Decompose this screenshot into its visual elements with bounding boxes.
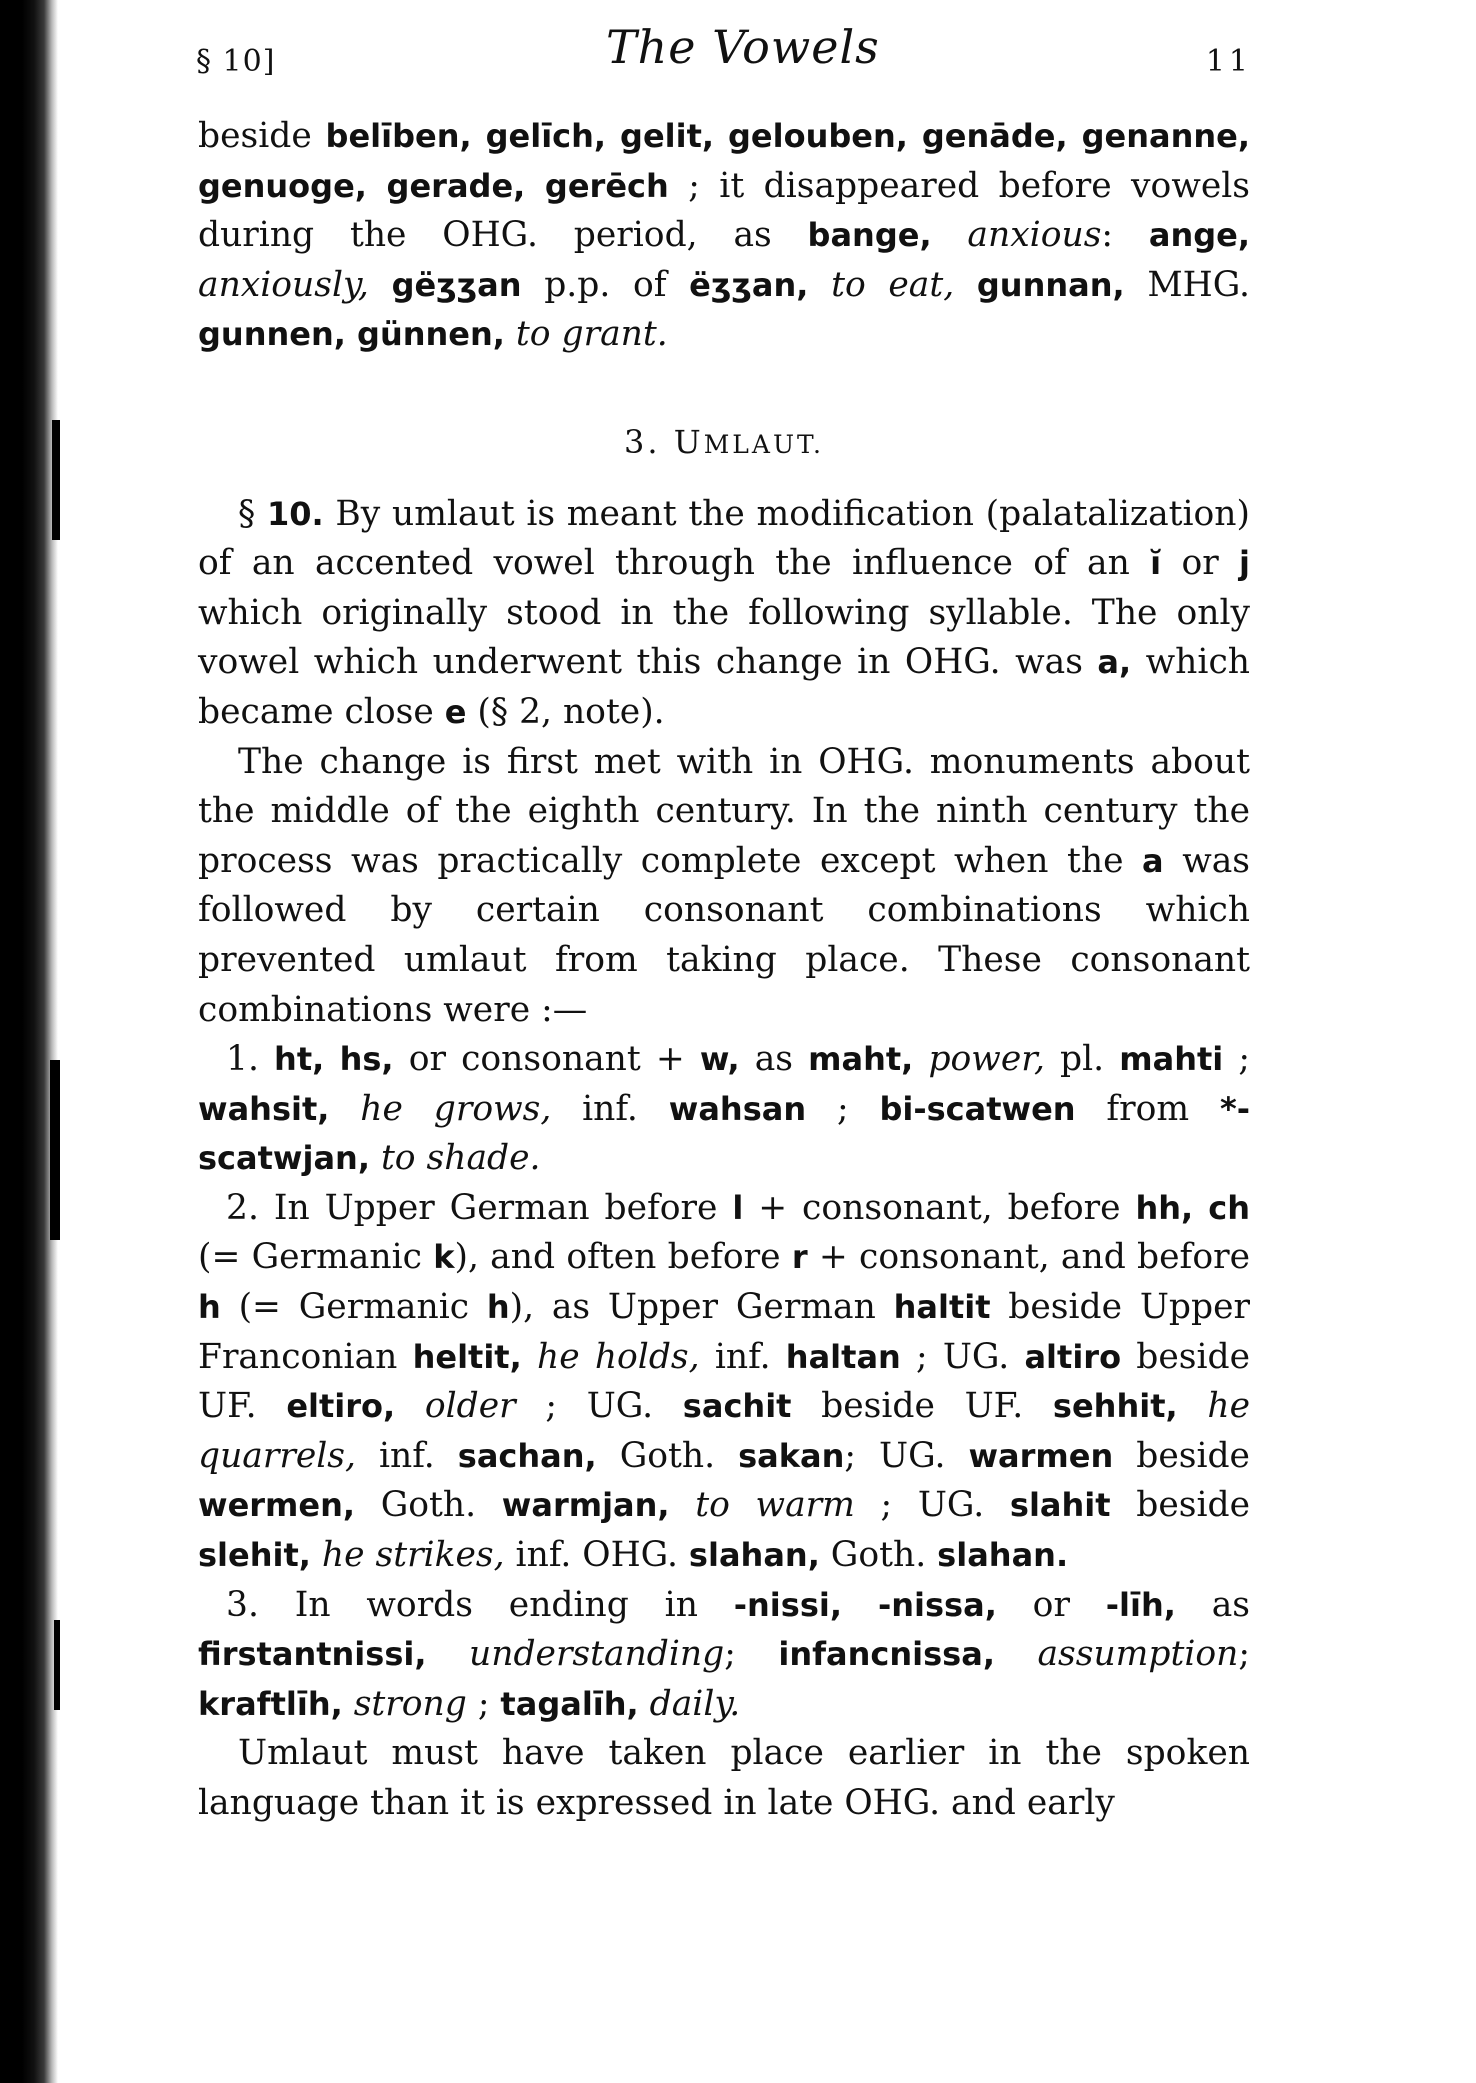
bold-term: ange, xyxy=(1148,216,1250,255)
text-run: ; xyxy=(1238,1634,1250,1675)
binding-speck xyxy=(52,420,60,540)
bold-term: sehhit, xyxy=(1052,1387,1178,1426)
text-run: as xyxy=(1175,1584,1250,1625)
bold-term: ht, hs, xyxy=(274,1040,394,1079)
bold-term: haltan xyxy=(785,1337,901,1376)
text-run: inf. xyxy=(355,1435,458,1476)
text-run: Umlaut must have taken place earlier in the spoken language than it is expressed in late OHG. and early xyxy=(198,1733,1250,1823)
text-run: ; xyxy=(806,1088,880,1129)
bold-term: gëʒʒan xyxy=(391,265,522,304)
italic-gloss: to warm xyxy=(695,1485,855,1526)
text-run xyxy=(329,1089,360,1129)
bold-term: a xyxy=(1142,841,1164,880)
text-run: ; UG. xyxy=(515,1386,683,1427)
text-run: which became close xyxy=(198,642,1250,732)
italic-gloss: assumption xyxy=(1037,1634,1239,1675)
text-run: Goth. xyxy=(355,1485,502,1526)
bold-term: heltit, xyxy=(412,1337,522,1376)
text-run: (§ 2, note). xyxy=(466,691,665,732)
text-run xyxy=(913,1039,928,1079)
bold-term: gunnen, günnen, xyxy=(198,315,505,354)
bold-term: wahsit, xyxy=(198,1089,330,1128)
text-run: Goth. xyxy=(819,1535,938,1576)
bold-term: slahan. xyxy=(937,1536,1069,1575)
text-run xyxy=(670,1485,696,1525)
bold-term: h xyxy=(486,1288,510,1327)
bold-term: ĭ xyxy=(1150,544,1162,583)
bold-term: bi-scatwen xyxy=(879,1089,1076,1128)
text-run: ), and often before xyxy=(454,1237,792,1278)
list-item-1 xyxy=(198,1035,1250,1184)
text-run: The change is first met with in OHG. monuments about the middle of the eighth century. In the ninth century the process was practically complete except when the xyxy=(198,741,1250,881)
text-run xyxy=(505,314,516,354)
bold-term: *-scatwjan, xyxy=(198,1089,1250,1178)
bold-term: slehit, xyxy=(198,1536,311,1575)
bold-term: k xyxy=(433,1238,455,1277)
bold-term: sakan xyxy=(738,1436,845,1475)
text-run: MHG. xyxy=(1124,264,1251,305)
bold-term: altiro xyxy=(1024,1337,1122,1376)
bold-term: w, xyxy=(699,1040,740,1079)
text-run xyxy=(995,1634,1038,1674)
text-run: or xyxy=(996,1584,1106,1625)
section-heading-first-letter: U xyxy=(673,422,704,461)
text-run: ; xyxy=(1223,1039,1251,1080)
list-item-2 xyxy=(198,1184,1250,1581)
text-run: pl. xyxy=(1044,1039,1120,1080)
bold-term: r xyxy=(791,1238,808,1277)
text-run: + consonant, before xyxy=(743,1187,1136,1228)
italic-gloss: anxious xyxy=(967,215,1102,256)
italic-gloss: he holds, xyxy=(536,1336,700,1377)
text-run xyxy=(932,215,968,255)
binding-speck xyxy=(50,1060,60,1240)
bold-term: h xyxy=(198,1288,221,1327)
italic-gloss: daily. xyxy=(649,1683,741,1724)
bold-term: mahti xyxy=(1119,1040,1224,1079)
bold-term: haltit xyxy=(893,1288,991,1327)
bold-term: wahsan xyxy=(668,1089,807,1128)
bold-term: warmen xyxy=(968,1436,1114,1475)
text-run: Goth. xyxy=(596,1435,739,1476)
bold-term: slahit xyxy=(1009,1486,1111,1525)
text-run: beside xyxy=(198,116,326,156)
section-heading-rest: MLAUT. xyxy=(703,429,824,459)
section-heading-number: 3. xyxy=(624,422,661,461)
italic-gloss: anxiously, xyxy=(198,264,369,305)
text-run: inf. OHG. xyxy=(504,1535,689,1576)
text-run xyxy=(343,1684,354,1724)
bold-term: maht, xyxy=(808,1040,914,1079)
text-run: 1. xyxy=(226,1039,275,1080)
bold-term: -nissi, -nissa, xyxy=(733,1585,997,1624)
text-run xyxy=(311,1535,322,1575)
bold-term: ëʒʒan, xyxy=(689,265,809,304)
bold-term: hh, ch xyxy=(1135,1188,1250,1227)
header-title: The Vowels xyxy=(606,20,880,74)
bold-term: sachan, xyxy=(457,1436,597,1475)
text-run xyxy=(395,1386,425,1426)
bold-term: l xyxy=(732,1188,744,1227)
text-run: which originally stood in the following syllable. The only vowel which underwent this change in OHG. was xyxy=(198,592,1250,683)
italic-gloss: to eat, xyxy=(831,264,955,305)
italic-gloss: he quarrels, xyxy=(198,1386,1250,1476)
bold-term: j xyxy=(1239,544,1250,583)
bold-term: a, xyxy=(1097,643,1132,682)
bold-term: kraftlīh, xyxy=(198,1684,343,1723)
paragraph-final xyxy=(198,1729,1250,1828)
running-header xyxy=(196,18,1256,86)
bold-term: warmjan, xyxy=(501,1486,670,1525)
paragraph-umlaut-definition xyxy=(198,490,1250,738)
bold-term: bange, xyxy=(807,216,932,255)
text-run: 3. In words ending in xyxy=(226,1584,734,1625)
italic-gloss: older xyxy=(424,1386,516,1427)
text-run: § xyxy=(238,493,267,534)
header-page-number: 11 xyxy=(1205,44,1252,79)
text-run: ; xyxy=(466,1683,501,1724)
bold-term: gunnan, xyxy=(976,265,1125,304)
section-heading xyxy=(198,418,1250,470)
bold-term: eltiro, xyxy=(286,1387,396,1426)
text-run: ; UG. xyxy=(844,1435,969,1476)
text-run: : xyxy=(1101,215,1149,256)
bold-term: infancnissa, xyxy=(778,1635,995,1674)
text-run xyxy=(1178,1386,1208,1426)
binding-speck xyxy=(54,1620,60,1710)
bold-term: sachit xyxy=(682,1387,792,1426)
text-run: p.p. of xyxy=(521,264,690,305)
text-run: 2. In Upper German before xyxy=(226,1187,733,1228)
text-run: as xyxy=(739,1039,809,1080)
text-run: beside UF. xyxy=(791,1386,1053,1427)
paragraph-umlaut-change xyxy=(198,738,1250,1036)
bold-term: 10. xyxy=(266,494,324,533)
text-run: was followed by certain consonant combinations which prevented umlaut from taking place. These consonant combinations were :— xyxy=(198,840,1250,1030)
text-run: or consonant + xyxy=(393,1039,700,1080)
text-run: ), as Upper German xyxy=(509,1287,894,1328)
text-run xyxy=(522,1337,537,1377)
text-run: from xyxy=(1075,1088,1220,1129)
header-section: § 10] xyxy=(196,44,276,79)
text-run: inf. xyxy=(699,1336,786,1377)
italic-gloss: power, xyxy=(928,1039,1045,1080)
text-run: ; it disappeared before vowels during the OHG. period, as xyxy=(198,165,1251,256)
text-run: ; UG. xyxy=(854,1485,1010,1526)
list-item-3 xyxy=(198,1581,1250,1730)
text-run: By umlaut is meant the modification (palatalization) of an accented vowel through the influence of an xyxy=(198,493,1250,584)
bold-term: belīben, gelīch, gelit, gelouben, genāde, genanne, genuoge, gerade, gerēch xyxy=(198,117,1250,205)
italic-gloss: he grows, xyxy=(360,1088,552,1129)
paragraph-continuation xyxy=(198,112,1250,360)
bold-term: slahan, xyxy=(688,1536,820,1575)
italic-gloss: to shade. xyxy=(380,1138,541,1179)
text-run: inf. xyxy=(551,1088,669,1129)
italic-gloss: understanding xyxy=(469,1634,725,1675)
bold-term: wermen, xyxy=(198,1486,356,1525)
body-text xyxy=(198,112,1250,1829)
binding-edge xyxy=(0,0,58,2083)
text-run xyxy=(426,1634,469,1674)
text-run: beside UF. xyxy=(198,1336,1251,1427)
italic-gloss: to grant. xyxy=(515,314,668,355)
bold-term: e xyxy=(444,692,467,731)
text-run xyxy=(370,1138,381,1178)
text-run: (= Germanic xyxy=(198,1237,434,1278)
bold-term: -līh, xyxy=(1105,1585,1176,1624)
text-run: beside xyxy=(1113,1435,1250,1476)
bold-term: firstantnissi, xyxy=(198,1635,427,1674)
text-run: ; xyxy=(724,1634,779,1675)
text-run xyxy=(954,265,977,305)
text-run: ; UG. xyxy=(900,1336,1025,1377)
italic-gloss: he strikes, xyxy=(321,1535,505,1576)
italic-gloss: strong xyxy=(353,1683,467,1724)
text-run: beside xyxy=(1110,1485,1250,1526)
text-run: (= Germanic xyxy=(220,1287,487,1328)
text-run xyxy=(639,1684,650,1724)
text-run: + consonant, and before xyxy=(807,1237,1250,1278)
text-run: beside Upper Franconian xyxy=(198,1287,1250,1377)
text-run: or xyxy=(1161,543,1240,584)
text-run xyxy=(808,265,831,305)
bold-term: tagalīh, xyxy=(500,1684,639,1723)
text-run xyxy=(369,265,392,305)
